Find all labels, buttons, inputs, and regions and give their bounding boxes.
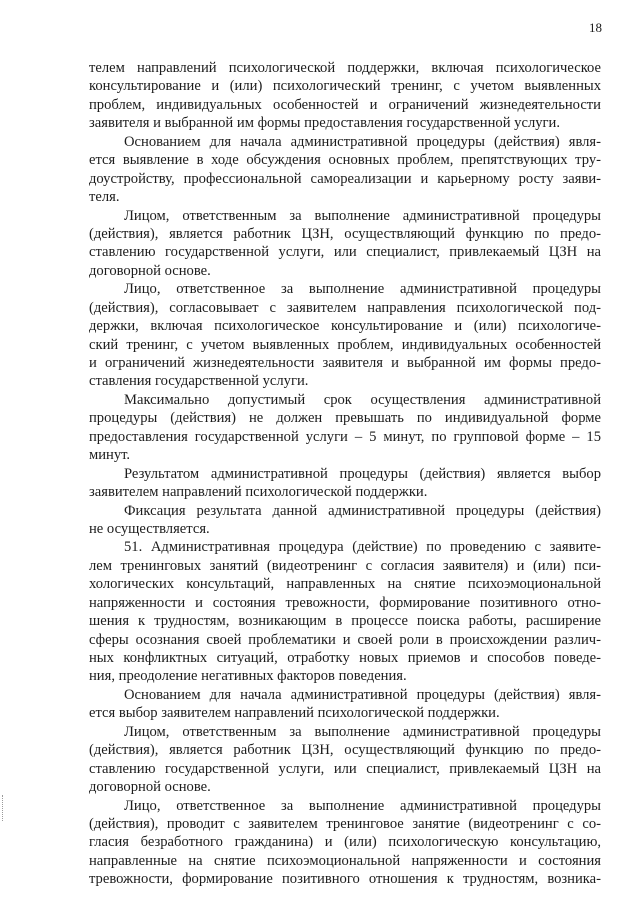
text-line: телем направлений психологической поддержки, включая психологическое: [89, 60, 601, 76]
text-line: (действия), проводит с заявителем тренинговое занятие (видеотренинг с со-: [89, 815, 601, 832]
text-line: направленные на снятие психоэмоциональной напряженности и состояния: [89, 852, 601, 869]
text-line: тревожности, формирование позитивного отношения к трудностям, возника-: [89, 871, 601, 888]
text-line: держки, включая психологическое консультирование и (или) психологиче-: [89, 318, 601, 335]
text-line: ставлению государственной услуги, или специалист, привлекаемый ЦЗН на: [89, 244, 601, 261]
text-line: Лицо, ответственное за выполнение административной процедуры: [124, 281, 601, 298]
text-line: ется выявление в ходе обсуждения основных проблем, препятствующих тру-: [89, 152, 601, 169]
text-line: (действия), является работник ЦЗН, осуществляющий функцию по предо-: [89, 742, 601, 759]
text-line: договорной основе.: [89, 779, 211, 796]
text-line: 51. Административная процедура (действие) по проведению с заявите-: [124, 539, 601, 556]
text-line: и ограничений жизнедеятельности заявителя и выбранной им формы предо-: [89, 355, 601, 371]
text-line: теля.: [89, 189, 120, 206]
text-line: договорной основе.: [89, 262, 211, 279]
text-line: не осуществляется.: [89, 520, 210, 537]
body-text: [89, 59, 601, 889]
text-line: Лицо, ответственное за выполнение административной процедуры: [124, 797, 601, 814]
text-line: Лицом, ответственным за выполнение административной процедуры: [124, 723, 601, 740]
text-line: консультирование и (или) психологический тренинг, с учетом выявленных: [89, 78, 601, 95]
text-line: заявителем направлений психологической поддержки.: [89, 484, 428, 501]
text-line: ставлению государственной услуги, или специалист, привлекаемый ЦЗН на: [89, 760, 601, 777]
text-line: предоставления государственной услуги – 5 минут, по групповой форме – 15: [89, 428, 601, 445]
text-line: хологических консультаций, направленных на снятие психоэмоциональной: [89, 576, 601, 593]
scan-edge-mark: [2, 795, 7, 821]
text-line: Основанием для начала административной процедуры (действия) явля-: [124, 133, 601, 150]
text-line: гласия безработного гражданина) и (или) психологическую консультацию,: [89, 834, 601, 851]
text-line: ский тренинг, с учетом выявленных проблем, индивидуальных особенностей: [89, 336, 601, 353]
text-line: (действия), является работник ЦЗН, осуществляющий функцию по предо-: [89, 225, 601, 242]
text-line: проблем, индивидуальных особенностей и ограничений жизнедеятельности: [89, 96, 601, 113]
text-line: шения к трудностям, возникающим в процессе поиска работы, расширение: [89, 613, 601, 630]
text-line: Лицом, ответственным за выполнение административной процедуры: [124, 207, 601, 224]
page-number: 18: [589, 20, 602, 35]
text-line: минут.: [89, 447, 131, 464]
text-line: (действия), согласовывает с заявителем направления психологической под-: [89, 299, 601, 316]
text-line: сферы осознания своей проблематики и своей роли в происхождении различ-: [89, 631, 601, 648]
text-line: процедуры (действия) не должен превышать по индивидуальной форме: [89, 410, 601, 427]
text-line: Максимально допустимый срок осуществления административной: [124, 391, 601, 408]
text-line: ставления государственной услуги.: [89, 373, 309, 390]
text-line: лем тренинговых занятий (видеотренинг с согласия заявителя) и (или) пси-: [89, 557, 601, 574]
text-line: заявителя и выбранной им формы предоставления государственной услуги.: [89, 115, 560, 132]
text-line: доустройству, профессиональной самореализации и карьерному росту заяви-: [89, 170, 601, 187]
text-line: напряженности и состояния тревожности, формирование позитивного отно-: [89, 594, 601, 611]
text-line: Основанием для начала административной процедуры (действия) явля-: [124, 686, 601, 703]
text-line: ется выбор заявителем направлений психологической поддержки.: [89, 705, 500, 722]
text-line: Результатом административной процедуры (действия) является выбор: [124, 465, 601, 482]
text-line: Фиксация результата данной административной процедуры (действия): [124, 502, 601, 519]
text-line: ных конфликтных ситуаций, отработку новых приемов и способов поведе-: [89, 650, 601, 666]
text-line: ния, преодоление негативных факторов поведения.: [89, 668, 407, 685]
